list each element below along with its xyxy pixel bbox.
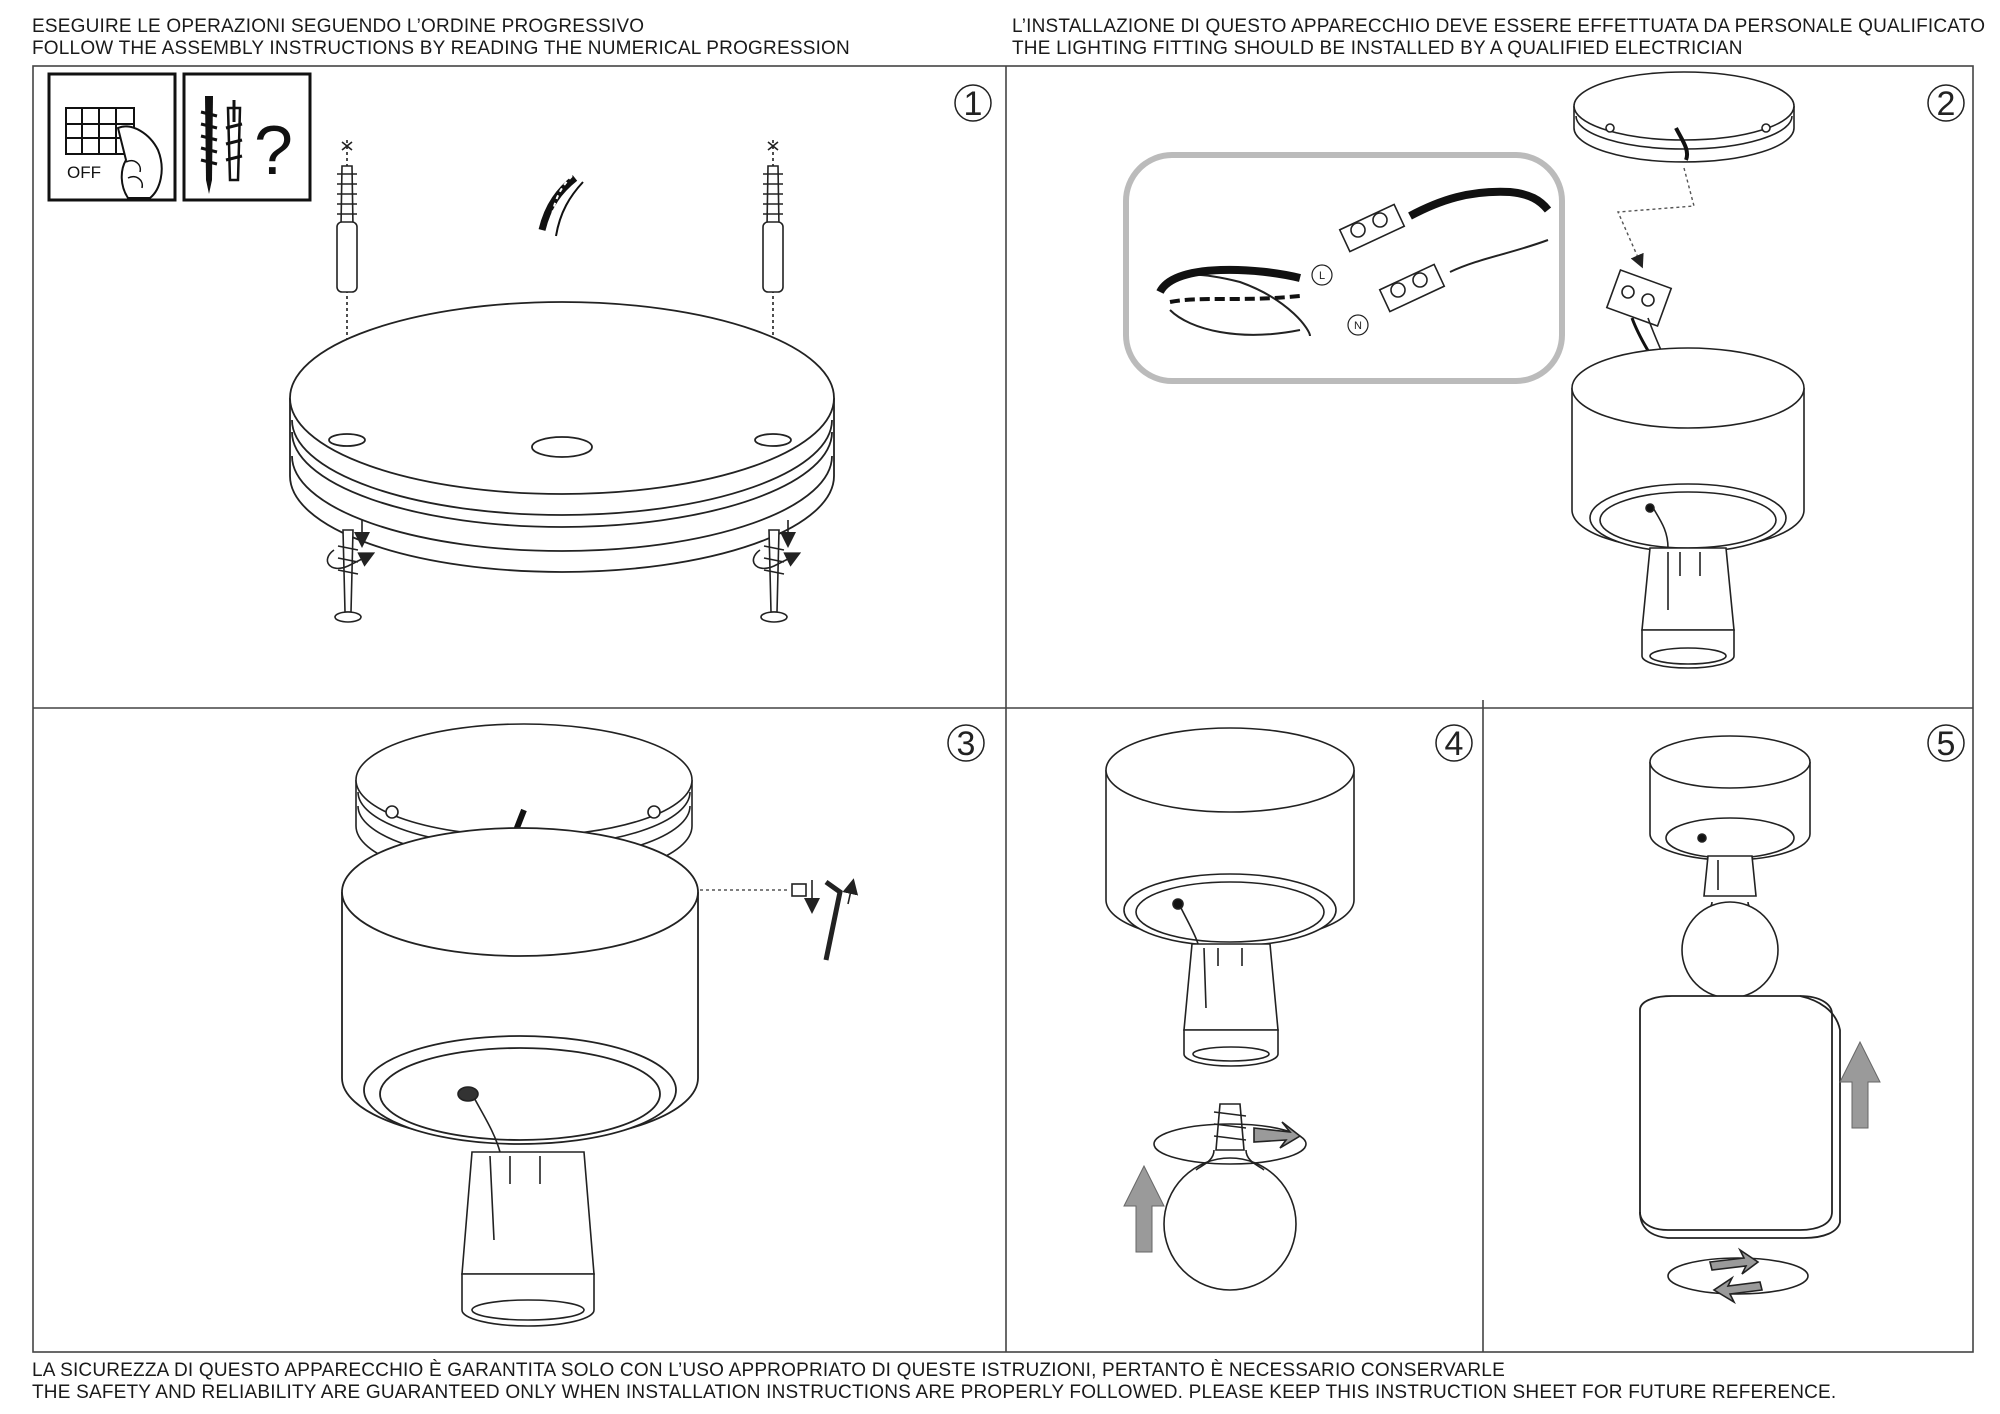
ceiling-plate-mounted <box>1574 72 1794 162</box>
step-2-number: 2 <box>1936 85 1956 123</box>
wiring-detail-callout <box>1126 155 1562 381</box>
live-terminal-label: L <box>1318 270 1326 282</box>
wall-plug-left-icon <box>337 140 357 362</box>
header-left-italian: ESEGUIRE LE OPERAZIONI SEGUENDO L’ORDINE PROGRESSIVO <box>32 16 645 37</box>
fixture-body-step5 <box>1650 736 1810 860</box>
header-right-english: THE LIGHTING FITTING SHOULD BE INSTALLED BY A QUALIFIED ELECTRICIAN <box>1012 38 1743 59</box>
step-4-number: 4 <box>1444 725 1464 763</box>
fixture-body-step4 <box>1106 728 1354 946</box>
step-3-number: 3 <box>956 725 976 763</box>
step-5-panel <box>1640 725 1964 1302</box>
twist-lock-rotation-arrow-icon <box>1668 1250 1808 1302</box>
screw-and-dowel-tools-icon <box>184 74 310 200</box>
step-1-panel <box>49 74 991 622</box>
step-2-panel <box>1126 72 1964 668</box>
question-mark: ? <box>254 111 293 189</box>
off-label: OFF <box>67 163 101 182</box>
header-left-english: FOLLOW THE ASSEMBLY INSTRUCTIONS BY READING THE NUMERICAL PROGRESSION <box>32 38 850 59</box>
lift-up-arrow-icon <box>1840 1042 1880 1128</box>
step-1-number: 1 <box>963 85 983 123</box>
push-up-arrow-icon <box>1124 1166 1164 1252</box>
lamp-holder-step5 <box>1682 834 1778 998</box>
wall-plug-right-icon <box>763 140 783 362</box>
fixture-body-step2 <box>1572 348 1804 552</box>
screw-left-icon <box>327 520 368 622</box>
neutral-terminal-label: N <box>1354 320 1362 332</box>
power-off-icon <box>49 74 175 200</box>
footer-english: THE SAFETY AND RELIABILITY ARE GUARANTEED ONLY WHEN INSTALLATION INSTRUCTIONS ARE PROPERLY FOLLOWED. PLEASE KEEP THIS INSTRUCTION SHEET FOR FUTURE REFERENCE. <box>32 1382 1837 1403</box>
hex-key-grub-screw-icon <box>792 880 852 960</box>
ceiling-plate <box>290 302 834 572</box>
header-right-italian: L’INSTALLAZIONE DI QUESTO APPARECCHIO DEVE ESSERE EFFETTUATA DA PERSONALE QUALIFICATO <box>1012 16 1986 37</box>
fixture-body-step3 <box>342 828 698 1144</box>
step-5-number: 5 <box>1936 725 1956 763</box>
mains-cable-icon <box>542 176 583 236</box>
diffuser-shade-step5 <box>1640 996 1840 1238</box>
footer-italian: LA SICUREZZA DI QUESTO APPARECCHIO È GARANTITA SOLO CON L’USO APPROPRIATO DI QUESTE ISTRUZIONI, PERTANTO È NECESSARIO CONSERVARLE <box>32 1360 1505 1381</box>
step-3-panel <box>342 724 984 1326</box>
step-4-panel <box>1106 725 1472 1290</box>
